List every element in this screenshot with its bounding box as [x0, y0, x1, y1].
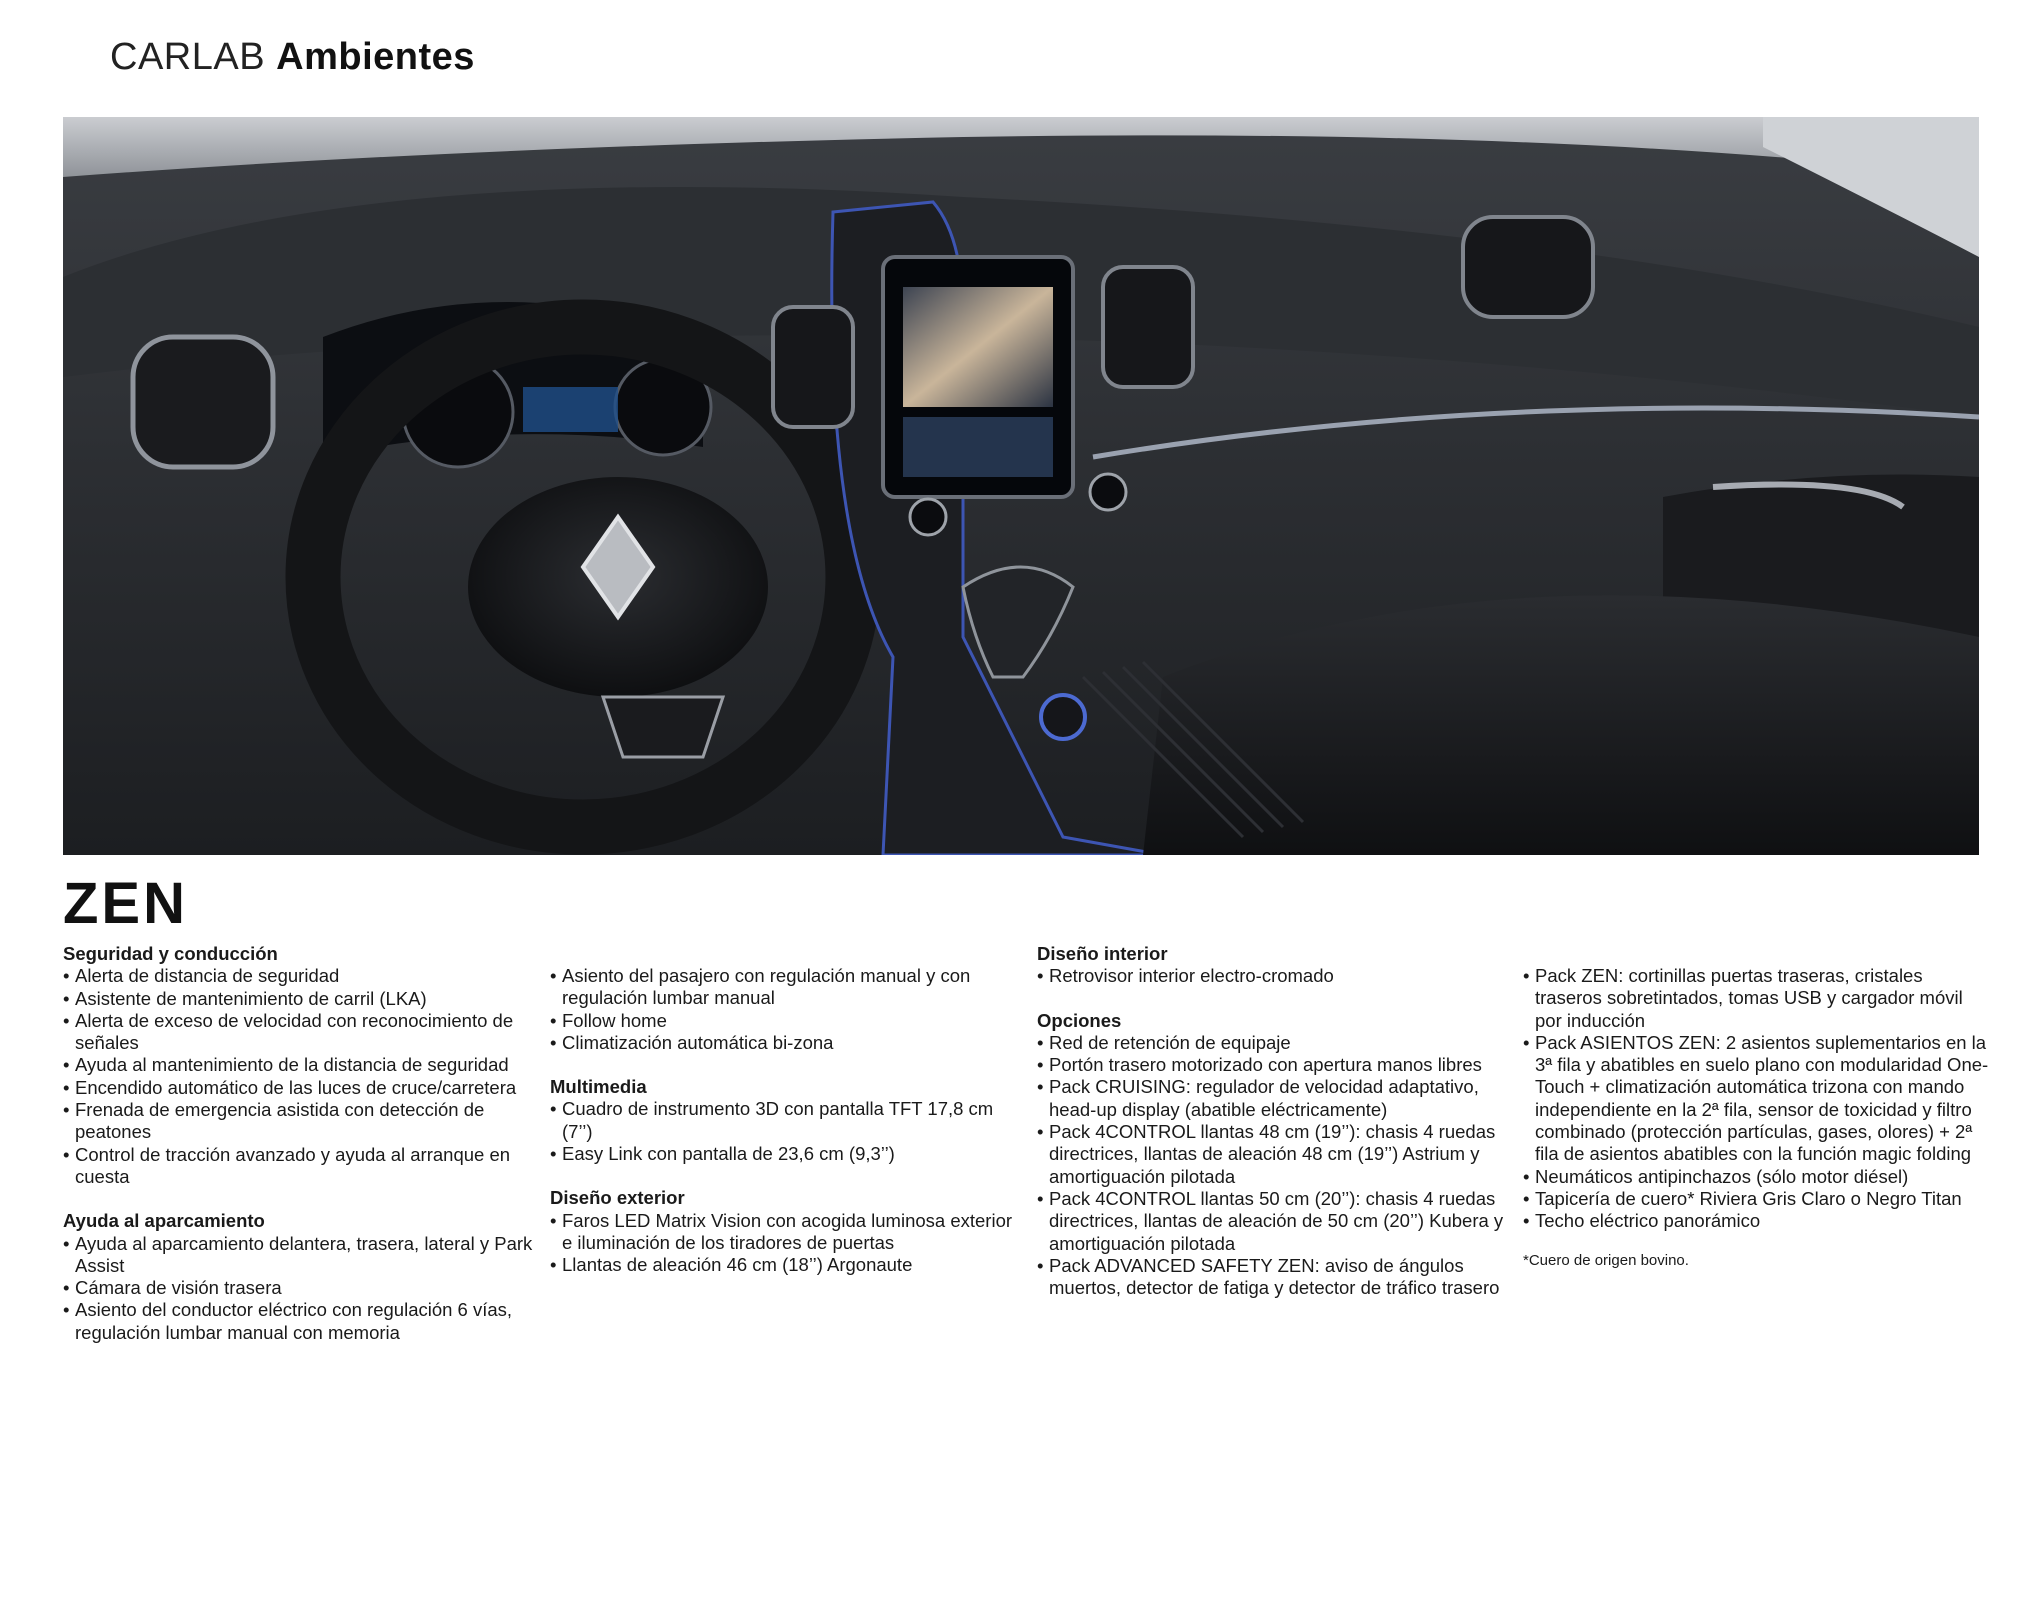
hero-image — [63, 117, 1979, 855]
list-item: • Neumáticos antipinchazos (sólo motor diésel) — [1523, 1166, 1993, 1188]
list-item: • Pack 4CONTROL llantas 48 cm (19’’): chasis 4 ruedas directrices, llantas de aleación 48 cm (19’’) Astrium y amortiguación pilotada — [1037, 1121, 1507, 1188]
section-packs — [1523, 965, 1993, 1233]
list-item: • Control de tracción avanzado y ayuda al arranque en cuesta — [63, 1144, 533, 1189]
feature-list — [1523, 965, 1993, 1233]
list-item: • Pack ASIENTOS ZEN: 2 asientos suplementarios en la 3ª fila y abatibles en suelo plano con modularidad One-Touch + climatización automática trizona con mando independiente en la 2ª fila, sensor de toxicidad y filtro combinado (protección partículas, gases, olores) + 2ª fila de asientos abatibles con la función magic folding — [1523, 1032, 1993, 1166]
list-item: • Asiento del pasajero con regulación manual y con regulación lumbar manual — [550, 965, 1020, 1010]
car-interior-illustration — [63, 117, 1979, 855]
list-item: • Climatización automática bi-zona — [550, 1032, 1020, 1054]
list-item: • Cámara de visión trasera — [63, 1277, 533, 1299]
section-interior-design — [1037, 943, 1507, 988]
section-heading: Diseño interior — [1037, 943, 1168, 964]
feature-list — [550, 1210, 1020, 1277]
section-heading: Multimedia — [550, 1076, 647, 1098]
column-1 — [63, 943, 533, 1366]
list-item: • Alerta de exceso de velocidad con reconocimiento de señales — [63, 1010, 533, 1055]
section-continued — [550, 965, 1020, 1054]
list-item: • Ayuda al aparcamiento delantera, trasera, lateral y Park Assist — [63, 1233, 533, 1278]
page-title: ZEN — [63, 871, 188, 936]
list-item: • Red de retención de equipaje — [1037, 1032, 1507, 1054]
page-header — [110, 36, 475, 79]
list-item: • Pack 4CONTROL llantas 50 cm (20’’): chasis 4 ruedas directrices, llantas de aleación de 50 cm (20’’) Kubera y amortiguación pilotada — [1037, 1188, 1507, 1255]
section-safety — [63, 943, 533, 1188]
section-exterior-design — [550, 1187, 1020, 1276]
list-item: • Asiento del conductor eléctrico con regulación 6 vías, regulación lumbar manual con memoria — [63, 1299, 533, 1344]
list-item: • Pack ADVANCED SAFETY ZEN: aviso de ángulos muertos, detector de fatiga y detector de tráfico trasero — [1037, 1255, 1507, 1300]
section-heading: Seguridad y conducción — [63, 943, 278, 964]
list-item: • Ayuda al mantenimiento de la distancia de seguridad — [63, 1054, 533, 1076]
feature-list — [1037, 965, 1507, 987]
section-heading: Diseño exterior — [550, 1187, 685, 1209]
list-item: • Asistente de mantenimiento de carril (LKA) — [63, 988, 533, 1010]
list-item: • Retrovisor interior electro-cromado — [1037, 965, 1507, 987]
section-multimedia — [550, 1076, 1020, 1165]
feature-list — [63, 1233, 533, 1344]
section-heading: Ayuda al aparcamiento — [63, 1210, 265, 1232]
column-2 — [550, 943, 1020, 1299]
section-options — [1037, 1010, 1507, 1300]
list-item: • Easy Link con pantalla de 23,6 cm (9,3’’) — [550, 1143, 1020, 1165]
header-brand: CARLAB — [110, 36, 266, 78]
feature-list — [63, 965, 533, 1188]
list-item: • Alerta de distancia de seguridad — [63, 965, 533, 987]
list-item: • Tapicería de cuero* Riviera Gris Claro o Negro Titan — [1523, 1188, 1993, 1210]
column-3 — [1037, 943, 1507, 1321]
feature-list — [550, 965, 1020, 1054]
header-section: Ambientes — [276, 36, 475, 78]
section-parking — [63, 1210, 533, 1344]
footnote: *Cuero de origen bovino. — [1523, 1251, 1689, 1269]
list-item: • Encendido automático de las luces de cruce/carretera — [63, 1077, 533, 1099]
feature-list — [550, 1098, 1020, 1165]
list-item: • Pack ZEN: cortinillas puertas traseras, cristales traseros sobretintados, tomas USB y cargador móvil por inducción — [1523, 965, 1993, 1032]
list-item: • Faros LED Matrix Vision con acogida luminosa exterior e iluminación de los tiradores de puertas — [550, 1210, 1020, 1255]
list-item: • Llantas de aleación 46 cm (18’’) Argonaute — [550, 1254, 1020, 1276]
list-item: • Portón trasero motorizado con apertura manos libres — [1037, 1054, 1507, 1076]
list-item: • Cuadro de instrumento 3D con pantalla TFT 17,8 cm (7’’) — [550, 1098, 1020, 1143]
list-item: • Frenada de emergencia asistida con detección de peatones — [63, 1099, 533, 1144]
column-4 — [1523, 943, 1993, 1271]
list-item: • Follow home — [550, 1010, 1020, 1032]
section-heading: Opciones — [1037, 1009, 1122, 1031]
list-item: • Pack CRUISING: regulador de velocidad adaptativo, head-up display (abatible eléctricamente) — [1037, 1076, 1507, 1121]
feature-list — [1037, 1032, 1507, 1300]
list-item: • Techo eléctrico panorámico — [1523, 1210, 1993, 1232]
